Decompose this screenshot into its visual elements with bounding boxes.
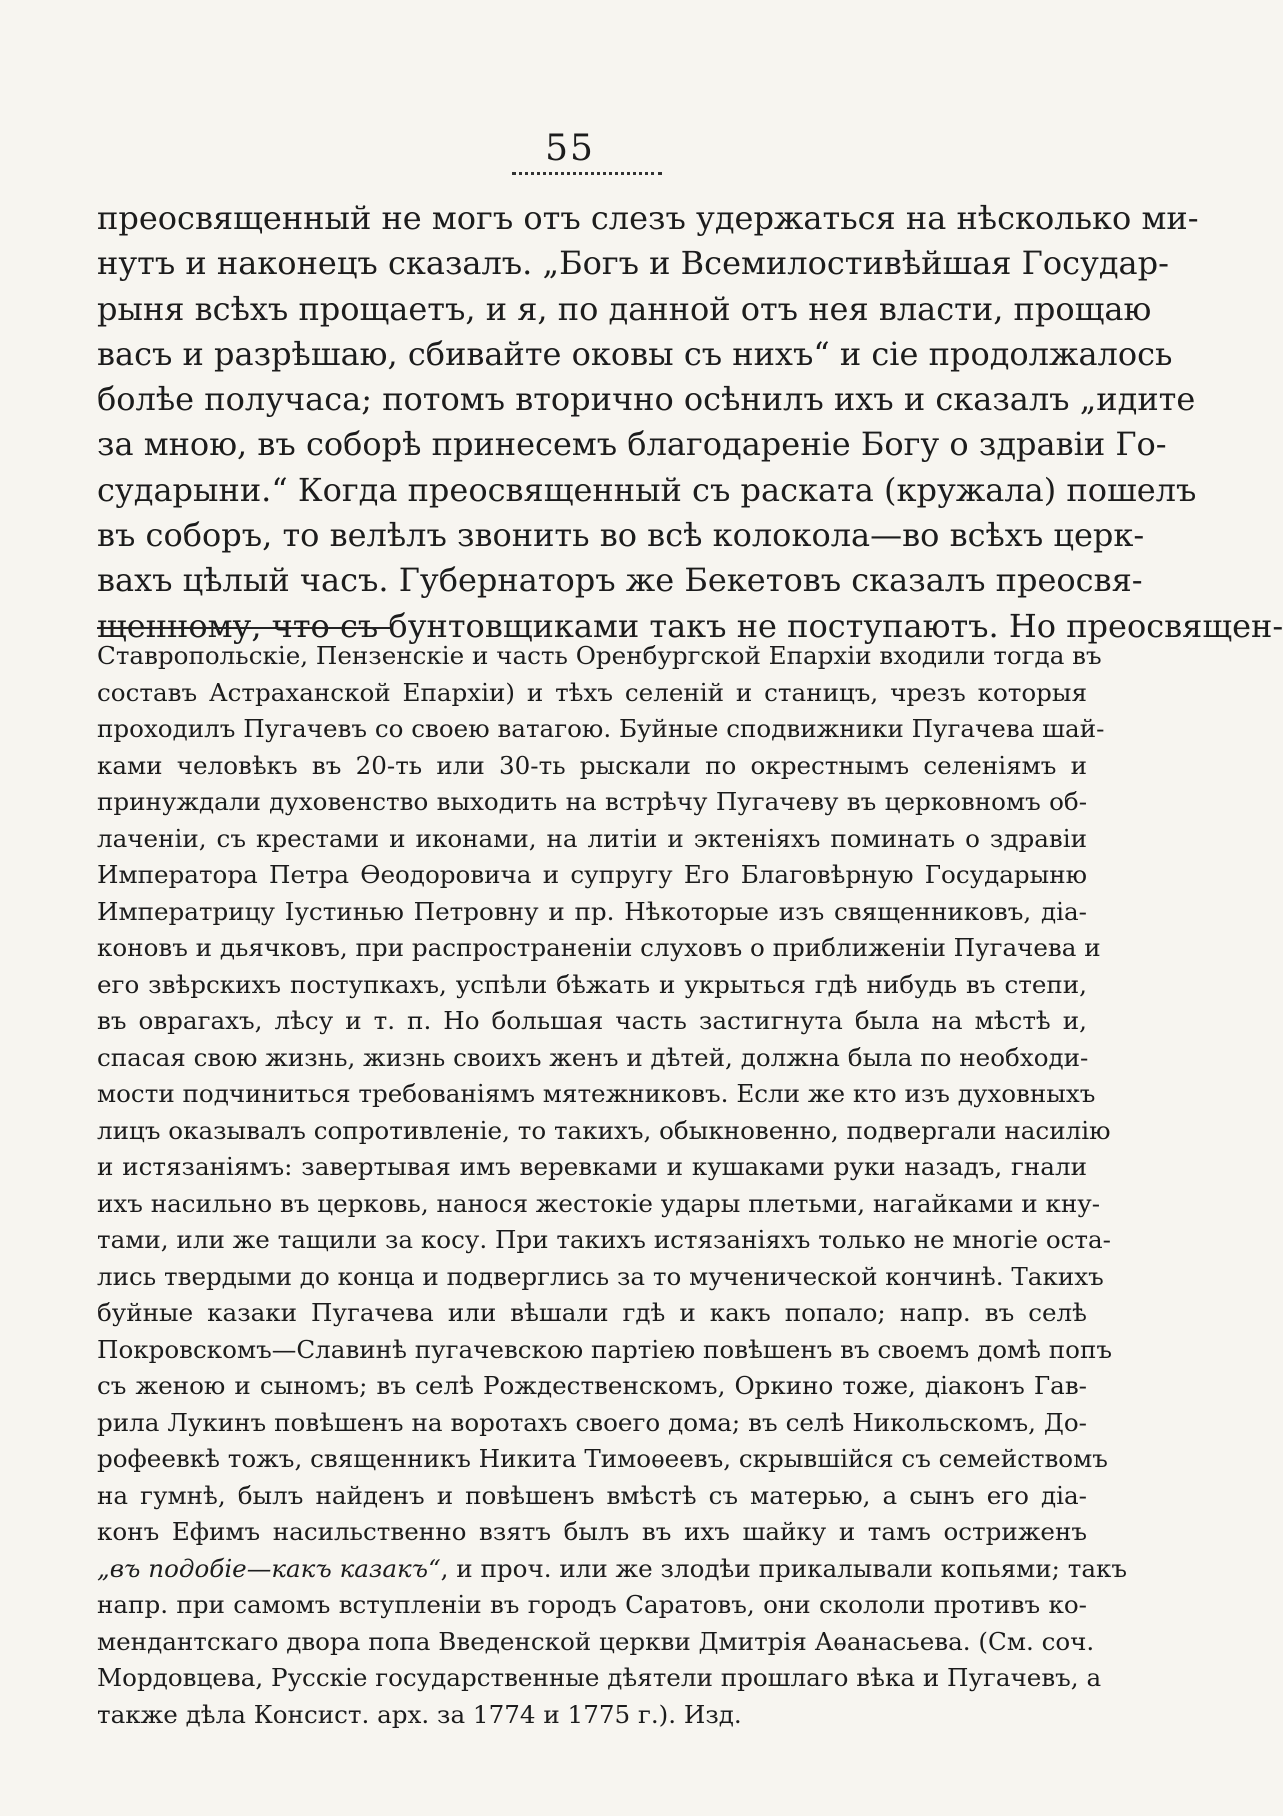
footnote-line: составъ Астраханской Епархіи) и тѣхъ селеній и станицъ, чрезъ которыя (97, 677, 1087, 707)
footnote-line: и истязаніямъ: завертывая имъ веревками и кушаками руки назадъ, гнали (97, 1152, 1087, 1181)
footnote-line: Покровскомъ—Славинѣ пугачевскою партіею повѣшенъ въ своемъ домѣ попъ (97, 1334, 1113, 1364)
footnote-line: мости подчиниться требованіямъ мятежниковъ. Если же кто изъ духовныхъ (97, 1079, 1096, 1108)
footnote-line: Императрицу Іустинью Петровну и пр. Нѣкоторые изъ священниковъ, діа- (97, 896, 1087, 926)
footnote-line: въ оврагахъ, лѣсу и т. п. Но большая часть застигнута была на мѣстѣ и, (97, 1006, 1087, 1035)
footnote-line: Императора Петра Ѳеодоровича и супругу Его Благовѣрную Государыню (97, 860, 1087, 889)
footnote-line: ихъ насильно въ церковь, нанося жестокіе удары плетьми, нагайками и кну- (97, 1188, 1101, 1218)
main-text (97, 196, 1283, 649)
page-number: 55 (545, 128, 595, 169)
footnote-last-line: также дѣла Консист. арх. за 1774 и 1775 г.). Изд. (97, 1699, 742, 1729)
footnote-line: рофеевкѣ тожъ, священникъ Никита Тимоѳеевъ, скрывшійся съ семействомъ (97, 1444, 1108, 1473)
footnote-line: принуждали духовенство выходить на встрѣчу Пугачеву въ церковномъ об- (97, 787, 1087, 816)
footnote-rule (97, 627, 392, 629)
main-text-line: щенному, что съ бунтовщиками такъ не поступаютъ. Но преосвящен- (97, 606, 1283, 645)
footnote-line: мендантскаго двора попа Введенской церкви Дмитрія Аѳанасьева. (См. соч. (97, 1626, 1095, 1656)
footnote-line: конъ Ефимъ насильственно взятъ былъ въ ихъ шайку и тамъ остриженъ (97, 1517, 1087, 1546)
main-text-line: преосвященный не могъ отъ слезъ удержаться на нѣсколько ми- (97, 199, 1199, 237)
main-text-line: въ соборъ, то велѣлъ звонить во всѣ колокола—во всѣхъ церк- (97, 516, 1145, 555)
main-text-line: васъ и разрѣшаю, сбивайте оковы съ нихъ“ и сіе продолжалось (97, 334, 1173, 373)
footnote-line: лаченіи, съ крестами и иконами, на литіи и эктеніяхъ поминать о здравіи (97, 823, 1087, 853)
footnote (97, 638, 1128, 1733)
footnote-line: ками человѣкъ въ 20-ть или 30-ть рыскали по окрестнымъ селеніямъ и (97, 750, 1087, 780)
main-text-line: болѣе получаса; потомъ вторично осѣнилъ ихъ и сказалъ „идите (97, 380, 1196, 419)
main-text-line: вахъ цѣлый часъ. Губернаторъ же Бекетовъ сказалъ преосвя- (97, 561, 1143, 600)
page-number-rule (512, 172, 662, 175)
footnote-line: Ставропольскіе, Пензенскіе и часть Оренбургской Епархіи входили тогда въ (97, 641, 1102, 670)
footnote-line: съ женою и сыномъ; въ селѣ Рождественскомъ, Оркино тоже, діаконъ Гав- (97, 1371, 1087, 1400)
footnote-line: тами, или же тащили за косу. При такихъ истязаніяхъ только не многіе оста- (97, 1225, 1111, 1254)
footnote-italic-phrase: „въ подобіе—какъ казакъ“ (97, 1553, 441, 1583)
footnote-line: лицъ оказывалъ сопротивленіе, то такихъ, обыкновенно, подвергали насилію (97, 1115, 1111, 1145)
footnote-line: напр. при самомъ вступленіи въ городъ Саратовъ, они скололи противъ ко- (97, 1590, 1087, 1619)
footnote-line: проходилъ Пугачевъ со своею ватагою. Буйные сподвижники Пугачева шай- (97, 714, 1105, 743)
footnote-line: его звѣрскихъ поступкахъ, успѣли бѣжать и укрыться гдѣ нибудь въ степи, (97, 969, 1087, 999)
main-text-line: за мною, въ соборѣ принесемъ благодареніе Богу о здравіи Го- (97, 425, 1167, 464)
footnote-line-mixed (97, 1551, 1128, 1588)
footnote-line: спасая свою жизнь, жизнь своихъ женъ и дѣтей, должна была по необходи- (97, 1042, 1089, 1072)
footnote-line: на гумнѣ, былъ найденъ и повѣшенъ вмѣстѣ съ матерью, а сынъ его діа- (97, 1480, 1087, 1510)
main-text-line: сударыни.“ Когда преосвященный съ раската (кружала) пошелъ (97, 470, 1197, 509)
main-text-line: рыня всѣхъ прощаетъ, и я, по данной отъ нея власти, прощаю (97, 289, 1152, 328)
footnote-line: коновъ и дьячковъ, при распространеніи слуховъ о приближеніи Пугачева и (97, 933, 1101, 962)
footnote-line: буйные казаки Пугачева или вѣшали гдѣ и какъ попало; напр. въ селѣ (97, 1298, 1087, 1327)
main-text-line: нутъ и наконецъ сказалъ. „Богъ и Всемилостивѣйшая Государ- (97, 244, 1169, 283)
footnote-line: Мордовцева, Русскіе государственные дѣятели прошлаго вѣка и Пугачевъ, а (97, 1663, 1102, 1692)
footnote-line: лись твердыми до конца и подверглись за то мученической кончинѣ. Такихъ (97, 1261, 1104, 1291)
footnote-line-rest: , и проч. или же злодѣи прикалывали копьями; такъ (440, 1553, 1128, 1583)
footnote-line: рила Лукинъ повѣшенъ на воротахъ своего дома; въ селѣ Никольскомъ, До- (97, 1407, 1087, 1437)
